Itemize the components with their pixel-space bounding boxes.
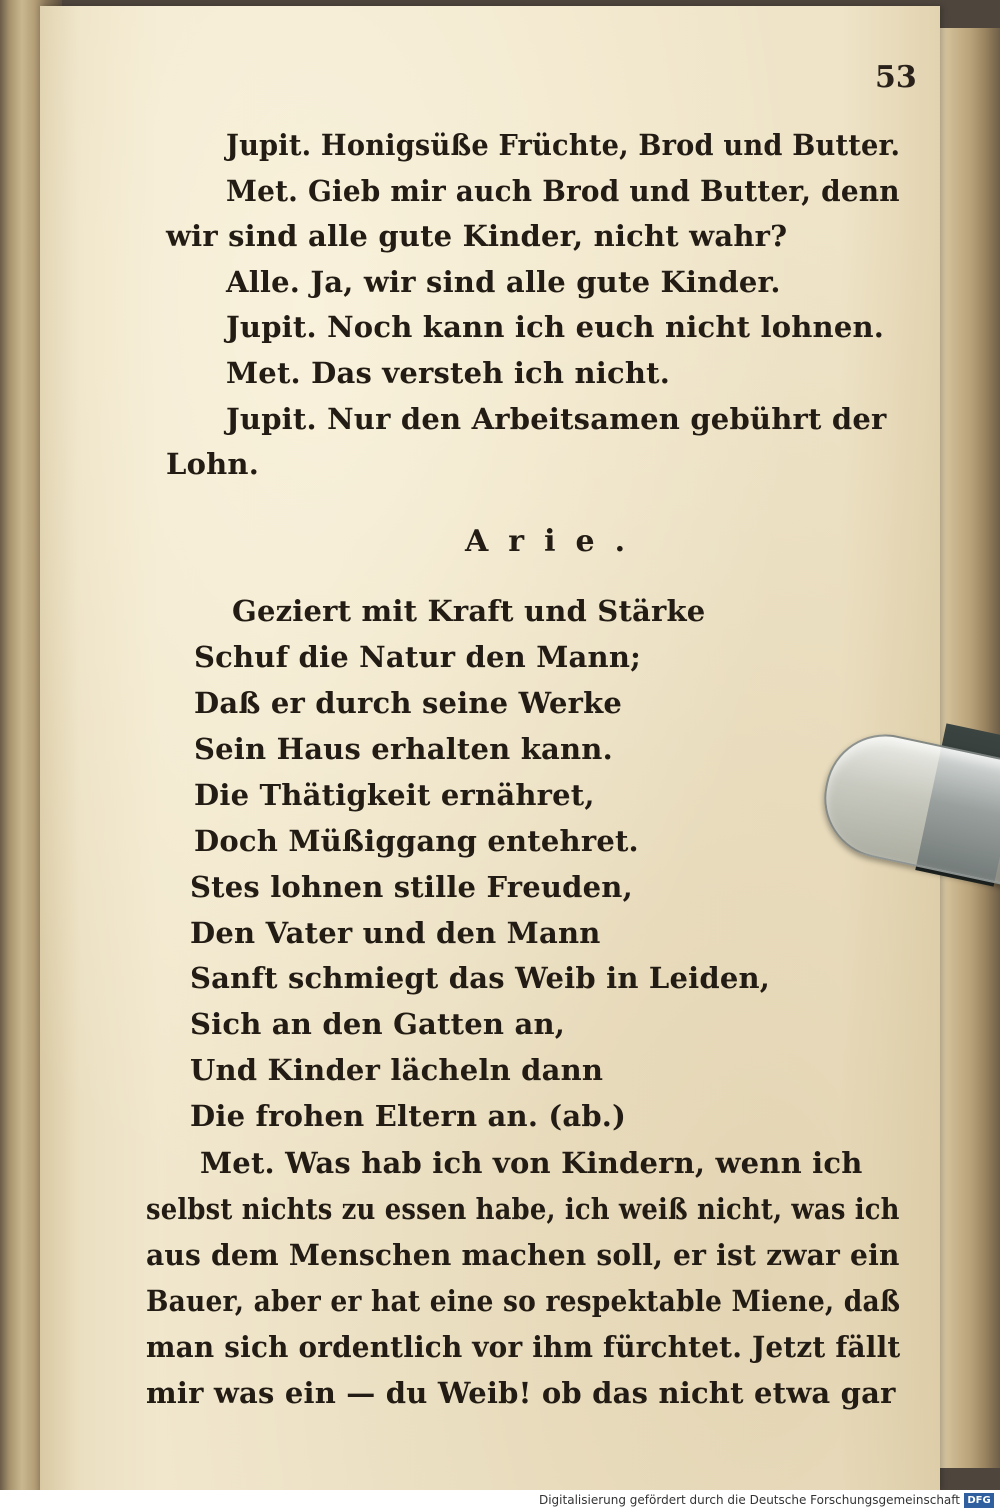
text-line: man sich ordentlich vor ihm fürchtet. Jetzt fällt [146,1330,901,1364]
footer-credit: Digitalisierung gefördert durch die Deutsche Forschungsgemeinschaft [538,1493,960,1507]
text-line: aus dem Menschen machen soll, er ist zwar ein [146,1238,900,1272]
page-number: 53 [875,60,917,95]
book-page [40,6,940,1490]
text-line: Met. Das versteh ich nicht. [226,356,671,390]
text-line: Lohn. [166,447,259,481]
text-line: mir was ein — du Weib! ob das nicht etwa gar [146,1376,896,1410]
text-line: Met. Gieb mir auch Brod und Butter, denn [226,174,900,208]
verse-line: Sein Haus erhalten kann. [194,732,613,766]
verse-line: Geziert mit Kraft und Stärke [232,594,706,628]
verse-line: Schuf die Natur den Mann; [194,640,642,674]
text-line: Bauer, aber er hat eine so respektable Miene, daß [146,1284,901,1318]
verse-line: Die Thätigkeit ernähret, [194,778,595,812]
text-line: Jupit. Nur den Arbeitsamen gebührt der [226,402,887,436]
dfg-logo: DFG [964,1493,994,1508]
text-line: Alle. Ja, wir sind alle gute Kinder. [226,265,781,299]
verse-line: Sich an den Gatten an, [190,1007,566,1041]
verse-line: Daß er durch seine Werke [194,686,623,720]
text-line: Jupit. Honigsüße Früchte, Brod und Butter. [226,128,901,162]
verse-line: Sanft schmiegt das Weib in Leiden, [190,961,771,995]
text-line: wir sind alle gute Kinder, nicht wahr? [166,219,788,253]
verse-line: Die frohen Eltern an. (ab.) [190,1099,627,1133]
verse-line: Stes lohnen stille Freuden, [190,870,633,904]
verse-line: Doch Müßiggang entehret. [194,824,639,858]
text-line: selbst nichts zu essen habe, ich weiß nicht, was ich [146,1192,900,1226]
verse-line: Den Vater und den Mann [190,916,601,950]
section-heading: Arie. [465,524,646,559]
text-line: Met. Was hab ich von Kindern, wenn ich [200,1146,863,1180]
text-line: Jupit. Noch kann ich euch nicht lohnen. [226,310,885,344]
verse-line: Und Kinder lächeln dann [190,1053,604,1087]
